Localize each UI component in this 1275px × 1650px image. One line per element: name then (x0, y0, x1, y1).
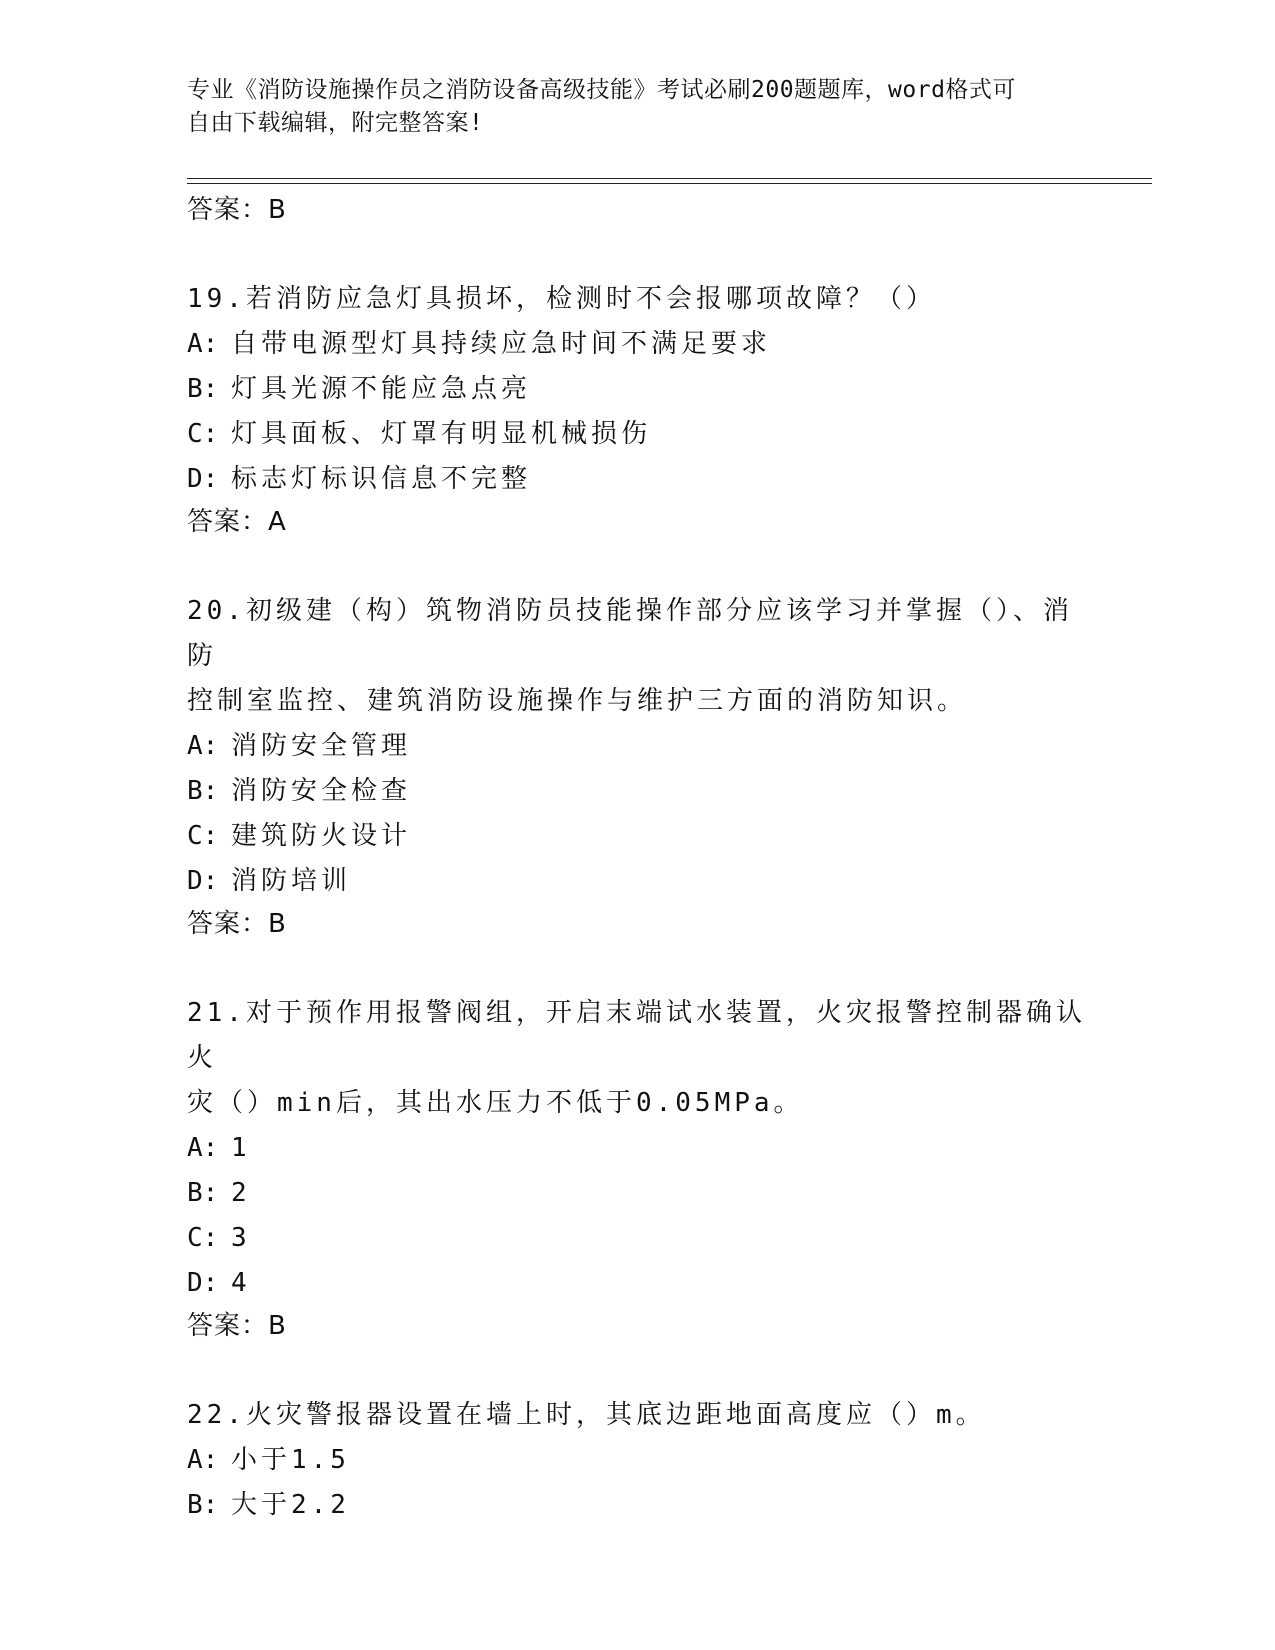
option-text: 消防安全检查 (231, 776, 412, 806)
answer-label: 答案： (187, 195, 269, 225)
option-text: 2 (231, 1178, 251, 1208)
question-text-continued: 控制室监控、建筑消防设施操作与维护三方面的消防知识。 (187, 686, 968, 716)
option-letter: D: (187, 464, 219, 494)
header-title-line-2: 自由下载编辑，附完整答案! (187, 110, 484, 136)
header-title-line-1: 专业《消防设施操作员之消防设备高级技能》考试必刷200题题库，word格式可 (187, 77, 1016, 103)
option-letter: B: (187, 1178, 219, 1208)
option-text: 标志灯标识信息不完整 (231, 464, 532, 494)
option-text: 大于2.2 (231, 1490, 350, 1520)
answer-value: B (268, 195, 287, 225)
question-block (187, 991, 1087, 1346)
option-text: 消防培训 (231, 866, 352, 896)
option-text: 灯具面板、灯罩有明显机械损伤 (231, 419, 652, 449)
option-letter: A: (187, 1445, 219, 1475)
option-c (187, 1216, 1087, 1261)
answer-label: 答案： (187, 1311, 269, 1341)
spacer (187, 542, 1087, 589)
option-text: 自带电源型灯具持续应急时间不满足要求 (231, 329, 772, 359)
question-block (187, 1393, 1087, 1528)
option-text: 1 (231, 1133, 251, 1163)
option-text: 灯具光源不能应急点亮 (231, 374, 532, 404)
option-text: 消防安全管理 (231, 731, 412, 761)
option-d (187, 1261, 1087, 1306)
option-a (187, 1126, 1087, 1171)
answer-line (187, 904, 1087, 944)
header-double-rule (187, 178, 1152, 184)
question-list (187, 190, 1087, 1528)
spacer (187, 230, 1087, 277)
spacer (187, 944, 1087, 991)
option-d (187, 457, 1087, 502)
answer-value: B (268, 909, 287, 939)
option-text: 小于1.5 (231, 1445, 350, 1475)
question-text: 19.若消防应急灯具损坏，检测时不会报哪项故障？（） (187, 284, 936, 314)
option-b (187, 1483, 1087, 1528)
option-letter: D: (187, 866, 219, 896)
option-c (187, 412, 1087, 457)
option-letter: C: (187, 1223, 219, 1253)
question-block (187, 277, 1087, 542)
option-text: 3 (231, 1223, 251, 1253)
answer-label: 答案： (187, 909, 269, 939)
spacer (187, 1346, 1087, 1393)
option-b (187, 367, 1087, 412)
question-block (187, 589, 1087, 944)
option-letter: A: (187, 329, 219, 359)
option-letter: A: (187, 731, 219, 761)
answer-line (187, 502, 1087, 542)
option-a (187, 1438, 1087, 1483)
answer-line (187, 1306, 1087, 1346)
answer-line (187, 190, 1087, 230)
question-text-continued: 灾（）min后，其出水压力不低于0.05MPa。 (187, 1088, 804, 1118)
option-text: 建筑防火设计 (231, 821, 412, 851)
option-letter: B: (187, 374, 219, 404)
option-b (187, 769, 1087, 814)
option-c (187, 814, 1087, 859)
option-a (187, 724, 1087, 769)
answer-value: A (268, 507, 287, 537)
option-letter: C: (187, 419, 219, 449)
option-letter: D: (187, 1268, 219, 1298)
option-d (187, 859, 1087, 904)
option-a (187, 322, 1087, 367)
option-letter: A: (187, 1133, 219, 1163)
option-b (187, 1171, 1087, 1216)
question-text: 21.对于预作用报警阀组，开启末端试水装置，火灾报警控制器确认火 (187, 998, 1086, 1073)
answer-label: 答案： (187, 507, 269, 537)
option-letter: C: (187, 821, 219, 851)
question-text: 22.火灾警报器设置在墙上时，其底边距地面高度应（）m。 (187, 1400, 986, 1430)
option-letter: B: (187, 776, 219, 806)
answer-value: B (268, 1311, 287, 1341)
option-letter: B: (187, 1490, 219, 1520)
option-text: 4 (231, 1268, 251, 1298)
question-text: 20.初级建（构）筑物消防员技能操作部分应该学习并掌握（）、消防 (187, 596, 1073, 671)
document-header (187, 74, 1067, 140)
